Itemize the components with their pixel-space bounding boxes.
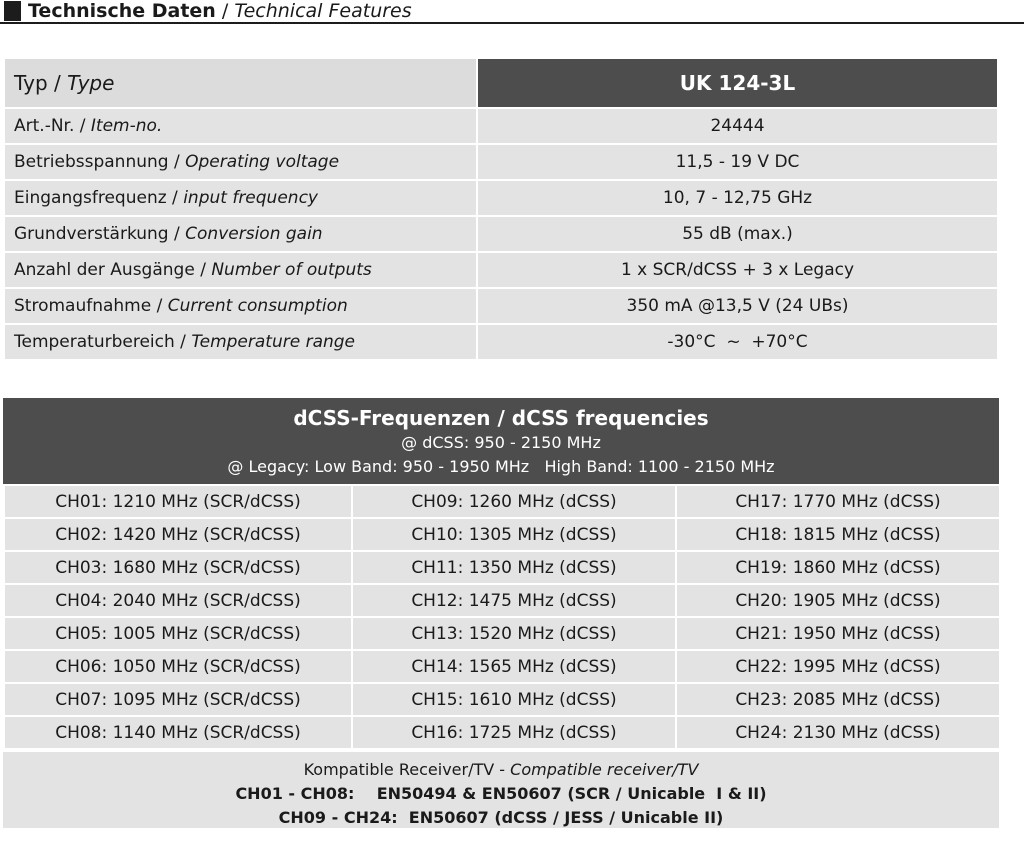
channel-cell: CH13: 1520 MHz (dCSS) bbox=[352, 617, 676, 650]
title-separator: / bbox=[215, 0, 235, 22]
spec-label-de: Typ bbox=[14, 71, 48, 95]
channel-row bbox=[4, 584, 1000, 617]
dcss-header bbox=[3, 398, 999, 484]
channel-cell: CH11: 1350 MHz (dCSS) bbox=[352, 551, 676, 584]
compat-line-ch09-ch24: CH09 - CH24: EN50607 (dCSS / JESS / Unicable II) bbox=[278, 808, 724, 827]
channel-cell: CH12: 1475 MHz (dCSS) bbox=[352, 584, 676, 617]
channel-cell: CH10: 1305 MHz (dCSS) bbox=[352, 518, 676, 551]
dcss-section bbox=[3, 398, 999, 828]
spec-label-separator: / bbox=[174, 332, 192, 352]
spec-label-separator: / bbox=[168, 152, 186, 172]
spec-value: 1 x SCR/dCSS + 3 x Legacy bbox=[477, 252, 998, 288]
compat-line-ch01-ch08: CH01 - CH08: EN50494 & EN50607 (SCR / Unicable I & II) bbox=[235, 784, 767, 803]
spec-value: 55 dB (max.) bbox=[477, 216, 998, 252]
channel-cell: CH15: 1610 MHz (dCSS) bbox=[352, 683, 676, 716]
channel-cell: CH21: 1950 MHz (dCSS) bbox=[676, 617, 1000, 650]
header-marker-block bbox=[4, 1, 21, 21]
channel-cell: CH08: 1140 MHz (SCR/dCSS) bbox=[4, 716, 352, 749]
spec-label-de: Grundverstärkung bbox=[14, 224, 169, 244]
spec-label-separator: / bbox=[47, 71, 68, 95]
channel-row bbox=[4, 617, 1000, 650]
spec-row bbox=[4, 144, 998, 180]
spec-label-separator: / bbox=[74, 116, 91, 136]
channel-cell: CH20: 1905 MHz (dCSS) bbox=[676, 584, 1000, 617]
channel-cell: CH24: 2130 MHz (dCSS) bbox=[676, 716, 1000, 749]
spec-label-en: Current consumption bbox=[167, 296, 348, 316]
spec-label bbox=[4, 324, 477, 360]
model-name: UK 124-3L bbox=[477, 58, 998, 108]
section-header bbox=[0, 0, 1024, 24]
channel-row bbox=[4, 683, 1000, 716]
spec-value: -30°C ~ +70°C bbox=[477, 324, 998, 360]
spec-label-de: Temperaturbereich bbox=[14, 332, 175, 352]
spec-label-de: Art.-Nr. bbox=[14, 116, 75, 136]
spec-row bbox=[4, 108, 998, 144]
channel-cell: CH09: 1260 MHz (dCSS) bbox=[352, 485, 676, 518]
channel-cell: CH16: 1725 MHz (dCSS) bbox=[352, 716, 676, 749]
spec-label bbox=[4, 252, 477, 288]
dcss-range-line: @ dCSS: 950 - 2150 MHz bbox=[401, 433, 601, 452]
channel-cell: CH04: 2040 MHz (SCR/dCSS) bbox=[4, 584, 352, 617]
spec-value: 350 mA @13,5 V (24 UBs) bbox=[477, 288, 998, 324]
channel-cell: CH22: 1995 MHz (dCSS) bbox=[676, 650, 1000, 683]
channel-row bbox=[4, 551, 1000, 584]
compat-heading bbox=[3, 758, 999, 782]
legacy-range-line: @ Legacy: Low Band: 950 - 1950 MHz High Band: 1100 - 2150 MHz bbox=[227, 457, 775, 476]
channel-cell: CH23: 2085 MHz (dCSS) bbox=[676, 683, 1000, 716]
spec-label bbox=[4, 180, 477, 216]
spec-row bbox=[4, 180, 998, 216]
spec-label bbox=[4, 108, 477, 144]
channel-cell: CH07: 1095 MHz (SCR/dCSS) bbox=[4, 683, 352, 716]
spec-label bbox=[4, 58, 477, 108]
channel-row bbox=[4, 650, 1000, 683]
spec-label-en: Operating voltage bbox=[185, 152, 340, 172]
spec-label-en: Type bbox=[67, 71, 115, 95]
spec-label bbox=[4, 216, 477, 252]
compat-heading-de: Kompatible Receiver/TV bbox=[303, 760, 495, 779]
spec-label-en: Number of outputs bbox=[211, 260, 372, 280]
spec-value: 10, 7 - 12,75 GHz bbox=[477, 180, 998, 216]
spec-value: 11,5 - 19 V DC bbox=[477, 144, 998, 180]
section-title bbox=[28, 0, 412, 23]
spec-label-en: Item-no. bbox=[90, 116, 163, 136]
spec-label-en: Temperature range bbox=[191, 332, 356, 352]
channel-cell: CH05: 1005 MHz (SCR/dCSS) bbox=[4, 617, 352, 650]
spec-label-en: Conversion gain bbox=[185, 224, 323, 244]
spec-table bbox=[3, 57, 999, 361]
compat-separator: - bbox=[494, 760, 511, 779]
channel-cell: CH01: 1210 MHz (SCR/dCSS) bbox=[4, 485, 352, 518]
compatibility-box bbox=[3, 750, 999, 828]
channel-cell: CH17: 1770 MHz (dCSS) bbox=[676, 485, 1000, 518]
spec-label-en: input frequency bbox=[183, 188, 318, 208]
spec-label-de: Betriebsspannung bbox=[14, 152, 169, 172]
channel-cell: CH19: 1860 MHz (dCSS) bbox=[676, 551, 1000, 584]
spec-label-de: Eingangsfrequenz bbox=[14, 188, 167, 208]
spec-row bbox=[4, 216, 998, 252]
spec-row bbox=[4, 288, 998, 324]
channel-cell: CH03: 1680 MHz (SCR/dCSS) bbox=[4, 551, 352, 584]
spec-label-separator: / bbox=[168, 224, 186, 244]
section-title-de: Technische Daten bbox=[28, 0, 216, 22]
channel-row bbox=[4, 485, 1000, 518]
compat-heading-en: Compatible receiver/TV bbox=[510, 760, 699, 779]
header-underline bbox=[0, 22, 1024, 24]
spec-header-row bbox=[4, 58, 998, 108]
channel-cell: CH18: 1815 MHz (dCSS) bbox=[676, 518, 1000, 551]
spec-label-separator: / bbox=[194, 260, 212, 280]
spec-label bbox=[4, 144, 477, 180]
section-title-en: Technical Features bbox=[234, 0, 412, 22]
spec-label-de: Stromaufnahme bbox=[14, 296, 152, 316]
spec-value: 24444 bbox=[477, 108, 998, 144]
channel-row bbox=[4, 716, 1000, 749]
spec-label bbox=[4, 288, 477, 324]
spec-row bbox=[4, 252, 998, 288]
spec-row bbox=[4, 324, 998, 360]
spec-label-separator: / bbox=[166, 188, 184, 208]
spec-label-separator: / bbox=[151, 296, 168, 316]
channel-cell: CH02: 1420 MHz (SCR/dCSS) bbox=[4, 518, 352, 551]
channel-cell: CH14: 1565 MHz (dCSS) bbox=[352, 650, 676, 683]
channel-row bbox=[4, 518, 1000, 551]
channel-cell: CH06: 1050 MHz (SCR/dCSS) bbox=[4, 650, 352, 683]
dcss-title: dCSS-Frequenzen / dCSS frequencies bbox=[293, 406, 709, 430]
spec-label-de: Anzahl der Ausgänge bbox=[14, 260, 195, 280]
channel-table bbox=[3, 484, 1001, 750]
